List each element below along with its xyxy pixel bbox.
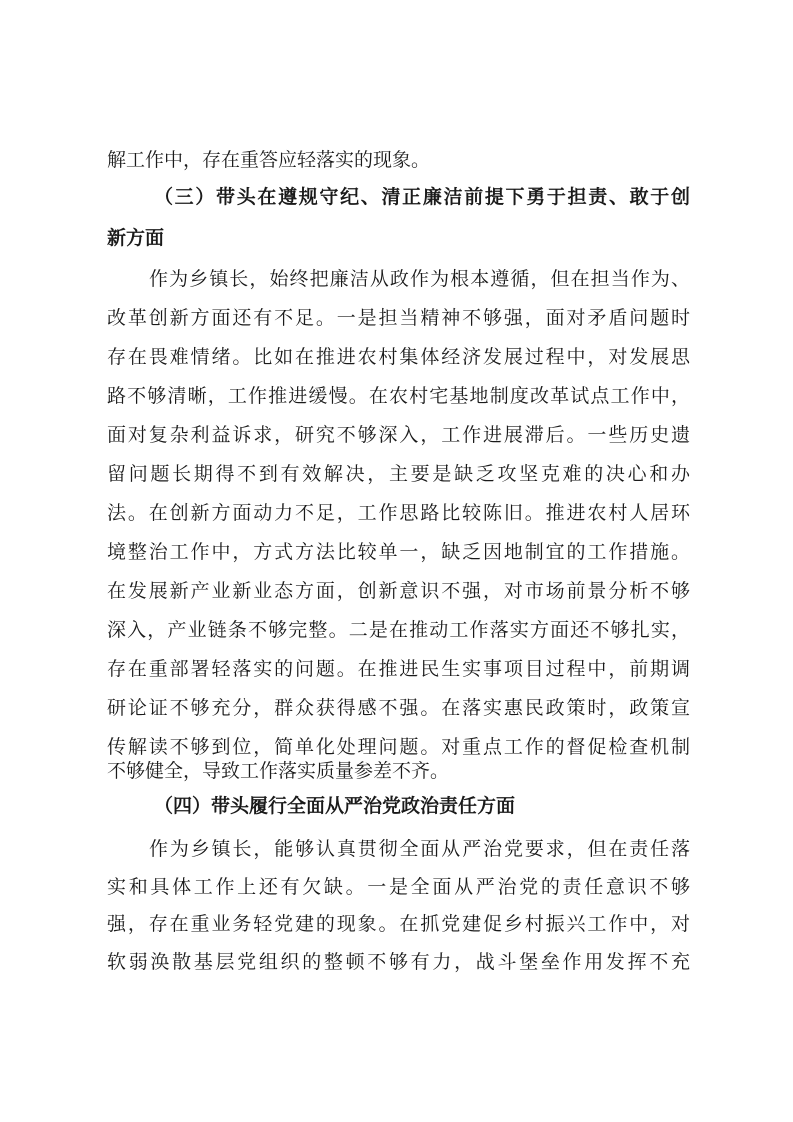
paragraph-line: 研论证不够充分，群众获得感不强。在落实惠民政策时，政策宣 (107, 697, 690, 719)
paragraph-line: 留问题长期得不到有效解决，主要是缺乏攻坚克难的决心和办 (107, 463, 690, 485)
paragraph-line: 实和具体工作上还有欠缺。一是全面从严治党的责任意识不够 (107, 876, 690, 898)
paragraph-line: 作为乡镇长，能够认真贯彻全面从严治党要求，但在责任落 (149, 838, 690, 860)
paragraph-line: 境整治工作中，方式方法比较单一，缺乏因地制宜的工作措施。 (107, 541, 690, 563)
paragraph-line: 解工作中，存在重答应轻落实的现象。 (107, 149, 431, 171)
paragraph-line: 存在重部署轻落实的问题。在推进民生实事项目过程中，前期调 (107, 658, 690, 680)
paragraph-line: 在发展新产业新业态方面，创新意识不强，对市场前景分析不够 (107, 580, 690, 602)
paragraph-line: 路不够清晰，工作推进缓慢。在农村宅基地制度改革试点工作中， (107, 385, 690, 407)
paragraph-line: 传解读不够到位，简单化处理问题。对重点工作的督促检查机制 (107, 736, 690, 758)
section-heading-3-continued: 新方面 (107, 227, 165, 249)
paragraph-line: 软弱涣散基层党组织的整顿不够有力，战斗堡垒作用发挥不充 (107, 951, 690, 973)
paragraph-line: 深入，产业链条不够完整。二是在推动工作落实方面还不够扎实， (107, 619, 690, 641)
section-heading-3: （三）带头在遵规守纪、清正廉洁前提下勇于担责、敢于创 (154, 186, 690, 208)
section-heading-4: （四）带头履行全面从严治党政治责任方面 (154, 795, 516, 817)
paragraph-line: 存在畏难情绪。比如在推进农村集体经济发展过程中，对发展思 (107, 346, 690, 368)
paragraph-line: 强，存在重业务轻党建的现象。在抓党建促乡村振兴工作中，对 (107, 913, 690, 935)
paragraph-line: 改革创新方面还有不足。一是担当精神不够强，面对矛盾问题时 (107, 307, 690, 329)
paragraph-line: 法。在创新方面动力不足，工作思路比较陈旧。推进农村人居环 (107, 502, 690, 524)
paragraph-line: 不够健全，导致工作落实质量参差不齐。 (107, 760, 450, 782)
paragraph-line: 作为乡镇长，始终把廉洁从政作为根本遵循，但在担当作为、 (149, 268, 690, 290)
paragraph-line: 面对复杂利益诉求，研究不够深入，工作进展滞后。一些历史遗 (107, 424, 690, 446)
